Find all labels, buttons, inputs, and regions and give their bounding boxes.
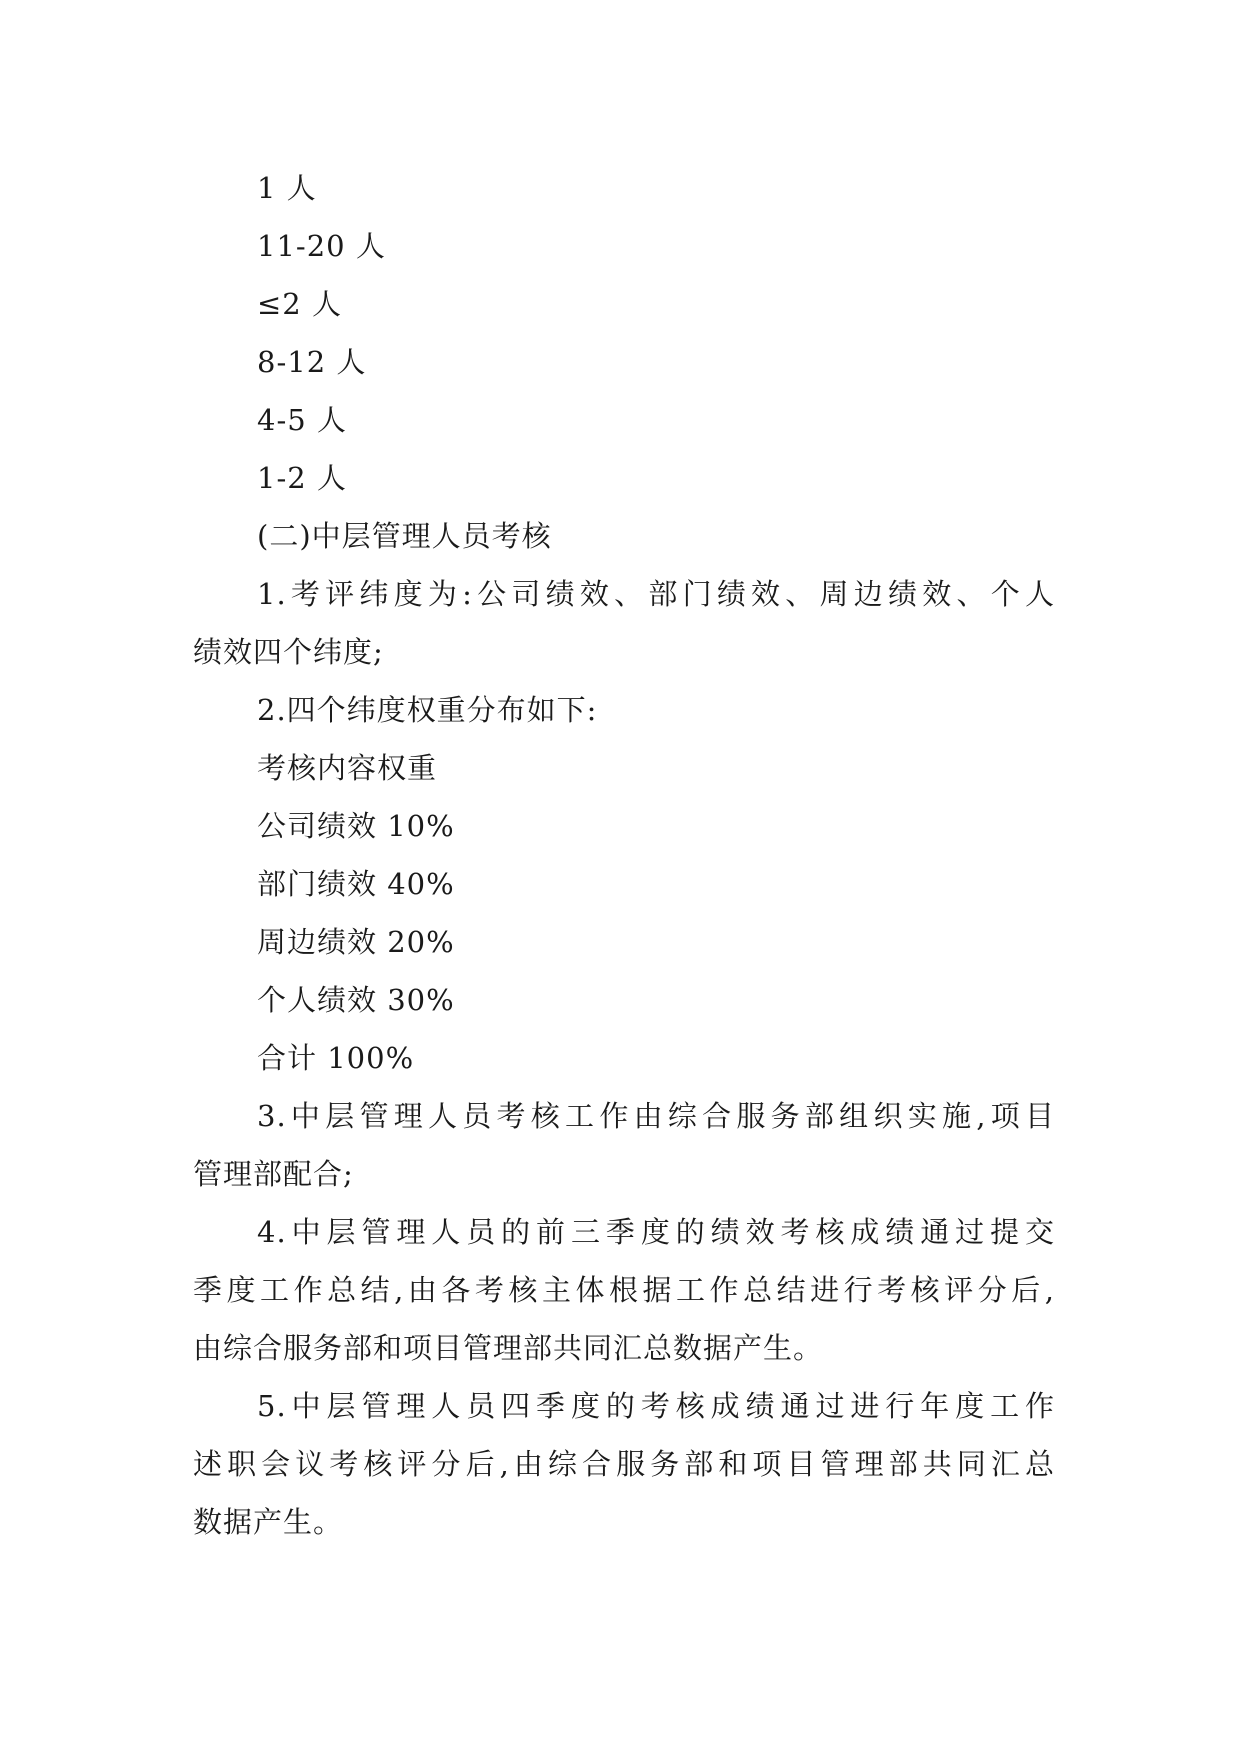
weight-table-row: 部门绩效 40% <box>257 867 455 901</box>
item-1-line-2: 绩效四个纬度; <box>193 635 384 669</box>
staff-count-line: 4-5 人 <box>257 403 347 437</box>
item-4-paragraph <box>193 1203 1055 1377</box>
item-3-paragraph <box>193 1087 1055 1203</box>
item-4-line-1: 4.中层管理人员的前三季度的绩效考核成绩通过提交 <box>257 1215 1055 1249</box>
item-1-paragraph <box>193 565 1055 681</box>
item-5-line-1: 5.中层管理人员四季度的考核成绩通过进行年度工作 <box>257 1389 1055 1423</box>
item-3-line-2: 管理部配合; <box>193 1157 354 1191</box>
item-1-line-1: 1.考评纬度为:公司绩效、部门绩效、周边绩效、个人 <box>257 577 1055 611</box>
staff-count-line: 8-12 人 <box>257 345 367 379</box>
document-body <box>193 159 1055 1551</box>
item-3-line-1: 3.中层管理人员考核工作由综合服务部组织实施,项目 <box>257 1099 1055 1133</box>
item-4-line-2: 季度工作总结,由各考核主体根据工作总结进行考核评分后, <box>193 1273 1055 1307</box>
staff-count-line: 1-2 人 <box>257 461 347 495</box>
weight-table-header: 考核内容权重 <box>257 751 438 785</box>
item-2-paragraph: 2.四个纬度权重分布如下: <box>257 693 598 727</box>
weight-table-row: 周边绩效 20% <box>257 925 455 959</box>
staff-count-line: 1 人 <box>257 171 317 205</box>
item-5-line-3: 数据产生。 <box>193 1505 344 1539</box>
weight-table-row: 公司绩效 10% <box>257 809 455 843</box>
staff-count-line: ≤2 人 <box>257 287 342 321</box>
staff-count-line: 11-20 人 <box>257 229 386 263</box>
section-heading: (二)中层管理人员考核 <box>257 519 552 553</box>
weight-table-total: 合计 100% <box>257 1041 415 1075</box>
item-4-line-3: 由综合服务部和项目管理部共同汇总数据产生。 <box>193 1331 824 1365</box>
item-5-paragraph <box>193 1377 1055 1551</box>
item-5-line-2: 述职会议考核评分后,由综合服务部和项目管理部共同汇总 <box>193 1447 1055 1481</box>
weight-table-row: 个人绩效 30% <box>257 983 455 1017</box>
weight-table <box>193 739 1055 1087</box>
